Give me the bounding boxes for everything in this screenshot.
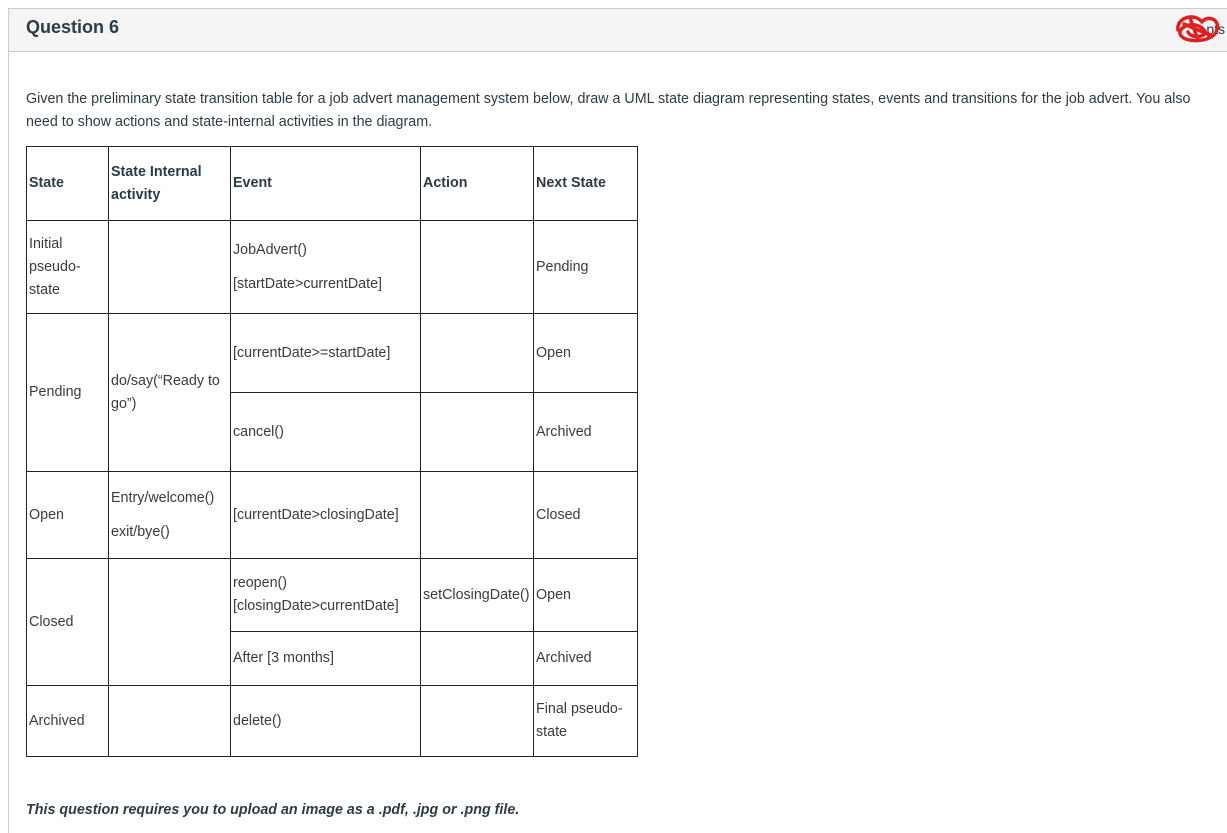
cell-state: Closed [27, 559, 109, 686]
cell-action [421, 632, 534, 686]
cell-action [421, 393, 534, 472]
table-row [27, 314, 638, 393]
cell-internal [109, 559, 231, 686]
cell-action [421, 221, 534, 314]
cell-state: Initial pseudo-state [27, 221, 109, 314]
header-action: Action [421, 147, 534, 221]
cell-action: setClosingDate() [421, 559, 534, 632]
cell-state: Open [27, 472, 109, 559]
cell-next-state: Archived [534, 632, 638, 686]
question-prompt: Given the preliminary state transition table for a job advert management system below, draw a UML state diagram representing states, events and transitions for the job advert. You also need to show actions and state-internal activities in the diagram. [26, 91, 1191, 130]
cell-internal [109, 686, 231, 757]
cell-event [231, 221, 421, 314]
question-title: Question 6 [26, 17, 120, 37]
cell-next-state: Closed [534, 472, 638, 559]
cell-event: delete() [231, 686, 421, 757]
question-header [9, 9, 1227, 52]
event-line: reopen() [233, 575, 288, 591]
state-transition-table [26, 146, 638, 757]
table-row [27, 686, 638, 757]
header-event: Event [231, 147, 421, 221]
event-line: [closingDate>currentDate] [233, 598, 399, 614]
cell-internal [109, 221, 231, 314]
cell-event: After [3 months] [231, 632, 421, 686]
cell-action [421, 472, 534, 559]
header-next-state: Next State [534, 147, 638, 221]
cell-next-state: Pending [534, 221, 638, 314]
cell-action [421, 314, 534, 393]
cell-next-state: Archived [534, 393, 638, 472]
cell-event: [currentDate>=startDate] [231, 314, 421, 393]
cell-internal [109, 472, 231, 559]
cell-event [231, 559, 421, 632]
table-row [27, 472, 638, 559]
internal-line: Entry/welcome() [111, 489, 215, 506]
event-line: JobAdvert() [233, 241, 307, 258]
header-state: State [27, 147, 109, 221]
cell-action [421, 686, 534, 757]
cell-internal: do/say(“Ready to go”) [109, 314, 231, 472]
red-scribble-annotation [1172, 10, 1224, 46]
table-row [27, 221, 638, 314]
table-header-row [27, 147, 638, 221]
cell-state: Archived [27, 686, 109, 757]
internal-line: exit/bye() [111, 523, 170, 540]
cell-state: Pending [27, 314, 109, 472]
cell-next-state: Open [534, 314, 638, 393]
upload-instructions: This question requires you to upload an image as a .pdf, .jpg or .png file. [26, 802, 520, 818]
cell-event: [currentDate>closingDate] [231, 472, 421, 559]
cell-next-state: Final pseudo-state [534, 686, 638, 757]
cell-event: cancel() [231, 393, 421, 472]
header-internal-activity: State Internal activity [109, 147, 231, 221]
table-row [27, 559, 638, 632]
event-line: [startDate>currentDate] [233, 275, 382, 292]
cell-next-state: Open [534, 559, 638, 632]
points-label: pts [1206, 21, 1225, 37]
